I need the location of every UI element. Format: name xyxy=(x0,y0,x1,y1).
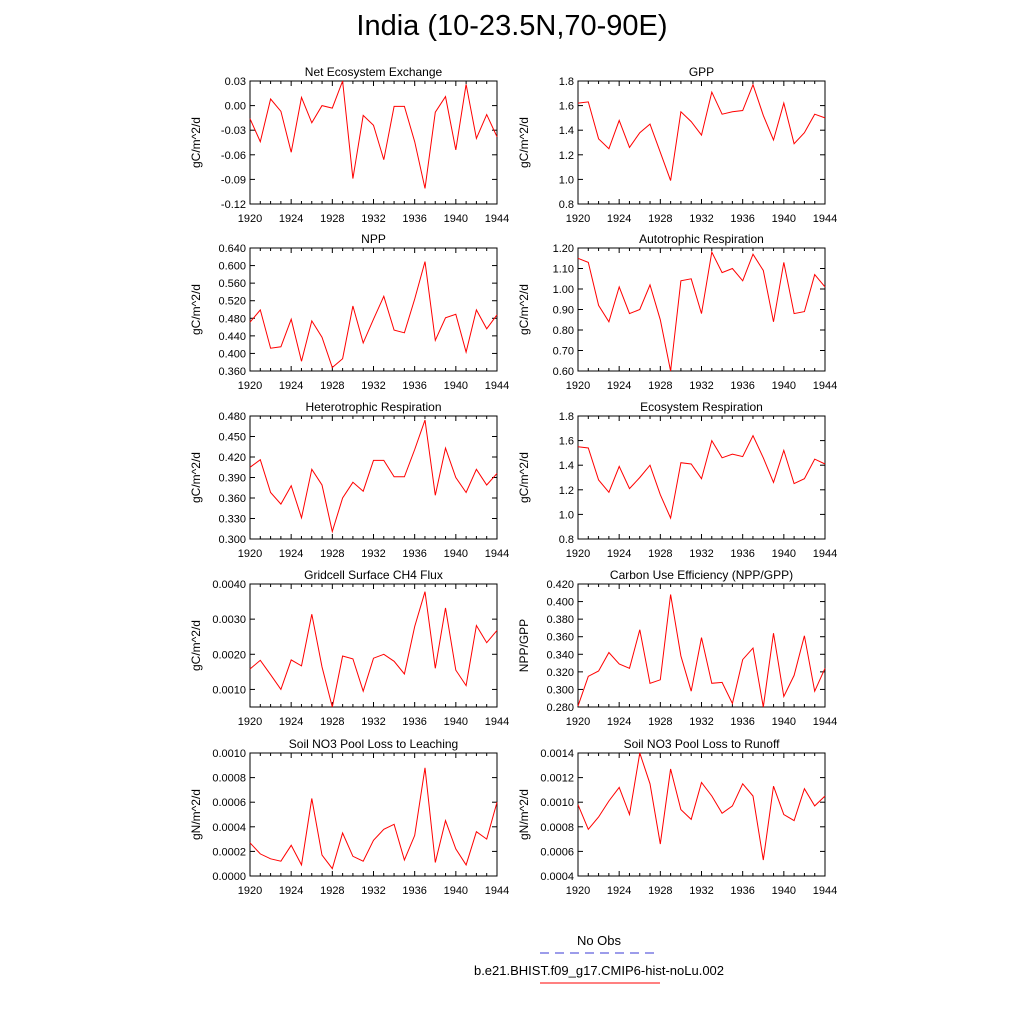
y-tick-label: 0.640 xyxy=(218,243,246,255)
y-tick-label: -0.12 xyxy=(220,199,246,211)
x-tick-label: 1932 xyxy=(361,548,386,560)
x-tick-label: 1932 xyxy=(689,213,714,225)
x-tick-label: 1928 xyxy=(320,380,345,392)
y-tick-label: 0.300 xyxy=(546,684,574,697)
x-tick-label: 1932 xyxy=(361,213,386,225)
y-tick-label: 0.380 xyxy=(546,614,574,627)
x-tick-label: 1924 xyxy=(606,716,632,728)
x-tick-label: 1944 xyxy=(484,716,510,728)
panel-title: Net Ecosystem Exchange xyxy=(304,65,443,79)
y-tick-label: 0.90 xyxy=(552,304,574,317)
x-tick-label: 1928 xyxy=(648,380,673,392)
x-tick-label: 1936 xyxy=(730,885,755,897)
y-axis-label: gC/m^2/d xyxy=(189,620,203,671)
y-axis-label: gN/m^2/d xyxy=(517,789,531,840)
x-tick-label: 1932 xyxy=(361,885,386,897)
y-tick-label: 0.280 xyxy=(546,702,574,714)
x-tick-label: 1940 xyxy=(443,548,469,560)
y-tick-label: 0.600 xyxy=(218,260,246,273)
panel-title: Soil NO3 Pool Loss to Leaching xyxy=(288,737,459,751)
y-tick-label: 1.4 xyxy=(558,125,574,138)
y-tick-label: 0.480 xyxy=(218,313,246,326)
y-tick-label: 0.03 xyxy=(224,76,246,88)
x-tick-label: 1924 xyxy=(606,213,632,225)
x-tick-label: 1940 xyxy=(771,380,797,392)
panel-title: Carbon Use Efficiency (NPP/GPP) xyxy=(609,568,794,582)
x-tick-label: 1936 xyxy=(402,885,427,897)
y-tick-label: 0.400 xyxy=(218,348,246,361)
x-tick-label: 1920 xyxy=(565,213,591,225)
x-tick-label: 1920 xyxy=(237,380,263,392)
x-tick-label: 1928 xyxy=(648,716,673,728)
y-tick-label: 0.0010 xyxy=(212,684,246,697)
x-tick-label: 1936 xyxy=(730,716,755,728)
x-tick-label: 1944 xyxy=(812,885,838,897)
x-tick-label: 1944 xyxy=(812,716,838,728)
panel-title: Autotrophic Respiration xyxy=(639,232,764,246)
x-tick-label: 1920 xyxy=(565,380,591,392)
x-tick-label: 1940 xyxy=(443,213,469,225)
y-axis-label: gC/m^2/d xyxy=(517,117,531,168)
y-tick-label: 1.4 xyxy=(558,460,574,473)
x-tick-label: 1936 xyxy=(730,548,755,560)
x-tick-label: 1940 xyxy=(443,885,469,897)
x-tick-label: 1928 xyxy=(320,213,345,225)
x-tick-label: 1920 xyxy=(237,213,263,225)
x-tick-label: 1944 xyxy=(484,885,510,897)
y-tick-label: 0.400 xyxy=(546,596,574,609)
y-tick-label: 1.10 xyxy=(552,263,574,276)
x-tick-label: 1932 xyxy=(689,885,714,897)
y-tick-label: 0.0008 xyxy=(212,772,246,785)
x-tick-label: 1944 xyxy=(812,380,838,392)
x-tick-label: 1928 xyxy=(648,885,673,897)
y-tick-label: 1.00 xyxy=(552,284,574,296)
y-tick-label: 0.8 xyxy=(558,199,574,211)
y-tick-label: 0.440 xyxy=(218,330,246,343)
page-title: India (10-23.5N,70-90E) xyxy=(356,10,668,42)
x-tick-label: 1936 xyxy=(402,716,427,728)
x-tick-label: 1920 xyxy=(565,885,591,897)
y-tick-label: 0.0004 xyxy=(540,871,574,883)
y-tick-label: 0.340 xyxy=(546,649,574,662)
y-tick-label: -0.06 xyxy=(220,149,246,162)
x-tick-label: 1936 xyxy=(730,380,755,392)
x-tick-label: 1944 xyxy=(484,548,510,560)
y-tick-label: 0.420 xyxy=(546,579,574,591)
y-tick-label: 0.480 xyxy=(218,411,246,423)
x-tick-label: 1932 xyxy=(689,716,714,728)
x-tick-label: 1924 xyxy=(606,885,632,897)
x-tick-label: 1940 xyxy=(771,716,797,728)
panel-title: NPP xyxy=(361,232,386,246)
x-tick-label: 1920 xyxy=(237,716,263,728)
x-tick-label: 1924 xyxy=(278,548,304,560)
x-tick-label: 1920 xyxy=(565,716,591,728)
y-tick-label: 1.8 xyxy=(558,76,574,88)
y-tick-label: 0.0010 xyxy=(212,748,246,760)
y-tick-label: 1.6 xyxy=(558,435,574,448)
panel-title: Heterotrophic Respiration xyxy=(305,400,442,414)
y-axis-label: NPP/GPP xyxy=(517,618,531,673)
x-tick-label: 1924 xyxy=(278,213,304,225)
x-tick-label: 1940 xyxy=(443,380,469,392)
x-tick-label: 1936 xyxy=(402,380,427,392)
x-tick-label: 1944 xyxy=(484,380,510,392)
y-tick-label: -0.03 xyxy=(220,125,246,138)
y-tick-label: 0.560 xyxy=(218,278,246,291)
y-tick-label: 0.300 xyxy=(218,534,246,546)
y-tick-label: 0.450 xyxy=(218,431,246,444)
y-tick-label: 0.70 xyxy=(552,345,574,358)
x-tick-label: 1928 xyxy=(320,885,345,897)
y-tick-label: 0.0014 xyxy=(540,748,574,760)
y-tick-label: 1.2 xyxy=(558,149,574,162)
x-tick-label: 1920 xyxy=(237,885,263,897)
panel-title: Gridcell Surface CH4 Flux xyxy=(304,568,443,582)
y-tick-label: 0.80 xyxy=(552,325,574,337)
y-tick-label: 0.0008 xyxy=(540,821,574,834)
x-tick-label: 1928 xyxy=(648,213,673,225)
y-tick-label: 0.8 xyxy=(558,534,574,546)
y-axis-label: gC/m^2/d xyxy=(517,452,531,503)
y-tick-label: 0.0000 xyxy=(212,871,246,883)
y-tick-label: 1.0 xyxy=(558,174,574,187)
y-tick-label: 0.320 xyxy=(546,666,574,679)
y-tick-label: -0.09 xyxy=(220,174,246,187)
y-tick-label: 0.390 xyxy=(218,472,246,485)
x-tick-label: 1932 xyxy=(689,380,714,392)
x-tick-label: 1944 xyxy=(484,213,510,225)
y-tick-label: 1.20 xyxy=(552,243,574,255)
x-tick-label: 1936 xyxy=(402,548,427,560)
x-tick-label: 1924 xyxy=(278,716,304,728)
panel-title: Ecosystem Respiration xyxy=(640,400,763,414)
y-axis-label: gC/m^2/d xyxy=(189,117,203,168)
y-tick-label: 1.8 xyxy=(558,411,574,423)
panel-title: GPP xyxy=(688,65,715,79)
x-tick-label: 1940 xyxy=(771,213,797,225)
x-tick-label: 1924 xyxy=(278,885,304,897)
x-tick-label: 1920 xyxy=(237,548,263,560)
x-tick-label: 1936 xyxy=(730,213,755,225)
x-tick-label: 1924 xyxy=(606,548,632,560)
y-tick-label: 0.0012 xyxy=(540,772,574,785)
y-tick-label: 0.0006 xyxy=(540,846,574,859)
y-tick-label: 0.0006 xyxy=(212,797,246,810)
y-tick-label: 1.6 xyxy=(558,100,574,113)
panel-title: Soil NO3 Pool Loss to Runoff xyxy=(623,737,780,751)
y-tick-label: 0.0010 xyxy=(540,797,574,810)
x-tick-label: 1932 xyxy=(361,380,386,392)
x-tick-label: 1944 xyxy=(812,213,838,225)
x-tick-label: 1924 xyxy=(278,380,304,392)
y-tick-label: 0.520 xyxy=(218,295,246,308)
y-tick-label: 0.0004 xyxy=(212,821,246,834)
y-axis-label: gC/m^2/d xyxy=(189,452,203,503)
y-axis-label: gN/m^2/d xyxy=(189,789,203,840)
x-tick-label: 1924 xyxy=(606,380,632,392)
y-axis-label: gC/m^2/d xyxy=(517,284,531,335)
y-tick-label: 0.0002 xyxy=(212,846,246,859)
y-tick-label: 0.360 xyxy=(546,631,574,644)
y-tick-label: 0.330 xyxy=(218,513,246,526)
legend-case-label: b.e21.BHIST.f09_g17.CMIP6-hist-noLu.002 xyxy=(473,963,725,978)
y-tick-label: 0.60 xyxy=(552,366,574,378)
y-tick-label: 1.0 xyxy=(558,509,574,522)
y-axis-label: gC/m^2/d xyxy=(189,284,203,335)
x-tick-label: 1944 xyxy=(812,548,838,560)
x-tick-label: 1928 xyxy=(320,548,345,560)
y-tick-label: 0.00 xyxy=(224,100,246,113)
x-tick-label: 1940 xyxy=(771,885,797,897)
x-tick-label: 1932 xyxy=(689,548,714,560)
x-tick-label: 1928 xyxy=(648,548,673,560)
x-tick-label: 1932 xyxy=(361,716,386,728)
y-tick-label: 0.0030 xyxy=(212,614,246,627)
legend-obs-label: No Obs xyxy=(576,933,622,948)
x-tick-label: 1928 xyxy=(320,716,345,728)
y-tick-label: 0.0020 xyxy=(212,649,246,662)
y-tick-label: 0.0040 xyxy=(212,579,246,591)
y-tick-label: 0.360 xyxy=(218,366,246,378)
x-tick-label: 1920 xyxy=(565,548,591,560)
x-tick-label: 1940 xyxy=(771,548,797,560)
y-tick-label: 0.420 xyxy=(218,452,246,464)
x-tick-label: 1936 xyxy=(402,213,427,225)
x-tick-label: 1940 xyxy=(443,716,469,728)
y-tick-label: 0.360 xyxy=(218,493,246,505)
y-tick-label: 1.2 xyxy=(558,484,574,497)
